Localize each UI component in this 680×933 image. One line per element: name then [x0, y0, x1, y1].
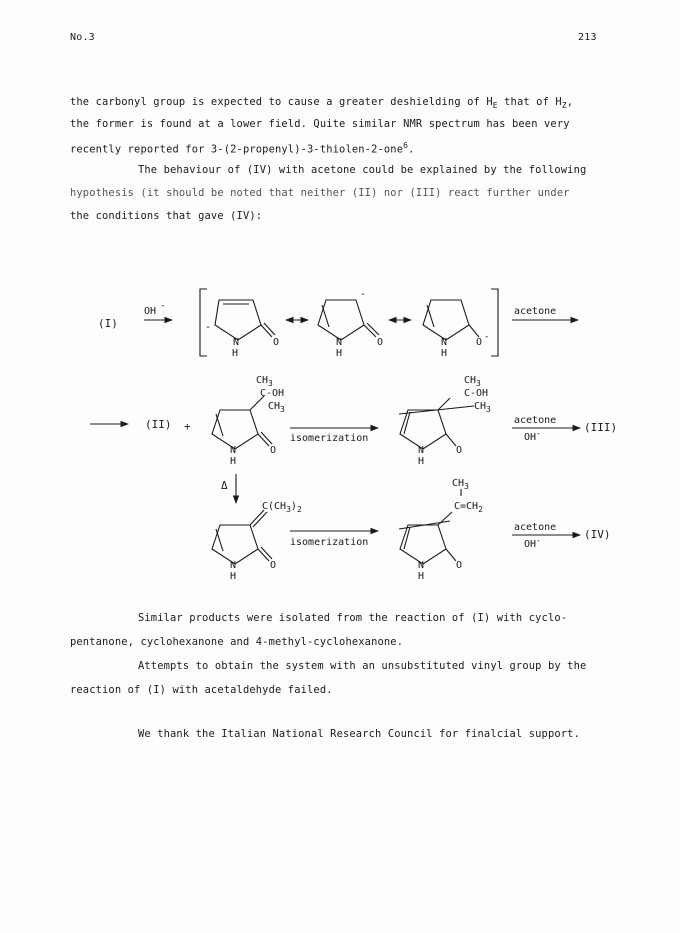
para1-line1-text-b: that of H [497, 96, 562, 108]
iii-ch3-top: $CH_3$ [464, 375, 481, 388]
para2-line2: hypothesis (it should be noted that neither (II) nor (III) react further under [70, 187, 570, 199]
iii-hydrogen: H [418, 456, 425, 467]
compound-iv-label: (IV) [584, 528, 611, 541]
row3-hydrogen-1: H [230, 571, 237, 580]
compound-iii-label: (III) [584, 421, 618, 434]
propenyl-structure [399, 489, 461, 564]
anion-resonance-3 [423, 300, 479, 340]
oxygen-2: O [377, 337, 384, 348]
oxide-charge: - [484, 332, 490, 342]
nitrogen-3: N [441, 337, 448, 348]
row3-oxygen-2: O [456, 560, 463, 571]
para3-line2: pentanone, cyclohexanone and 4-methyl-cyclohexanone. [70, 636, 404, 648]
isomerization-label-2: isomerization [290, 537, 369, 548]
ii-nitrogen: N [230, 445, 237, 456]
para1-line1-text-a: the carbonyl group is expected to cause a greater deshielding of H [70, 96, 493, 108]
hydroxide-reagent-3: OH- [524, 536, 541, 550]
para4-line1: Attempts to obtain the system with an unsubstituted vinyl group by the [138, 660, 587, 672]
ii-ch3-top: $CH_3$ [256, 375, 273, 388]
iii-oxygen: O [456, 445, 463, 456]
para1-line3 [70, 141, 414, 155]
iii-ch3-bottom: $CH_3$ [474, 401, 491, 414]
para1-line1 [70, 96, 573, 110]
iii-c-oh: C-OH [464, 388, 489, 399]
bracket-right [491, 289, 498, 356]
hydroxide-reagent-2: OH- [524, 429, 541, 443]
heat-symbol: Δ [221, 479, 228, 492]
subscript-z: Z [561, 101, 567, 111]
hydrogen-3: H [441, 348, 448, 359]
para3-line1: Similar products were isolated from the reaction of (I) with cyclo- [138, 612, 568, 624]
propenyl-ch3: $CH_3$ [452, 478, 469, 491]
nitrogen-2: N [336, 337, 343, 348]
oxygen-1: O [273, 337, 280, 348]
compound-iii-precursor-structure [399, 398, 474, 449]
iii-nitrogen: N [418, 445, 425, 456]
dimethylmethylene-structure [212, 510, 272, 564]
reference-superscript: 6 [403, 141, 409, 150]
anion-charge-2: - [360, 289, 367, 300]
anion-resonance-2 [318, 300, 379, 340]
hydroxide-charge: - [160, 301, 166, 311]
anion-charge-1: - [205, 322, 212, 333]
hydrogen-2: H [336, 348, 343, 359]
row3-nitrogen-2: N [418, 560, 425, 571]
para4-line2: reaction of (I) with acetaldehyde failed. [70, 684, 333, 696]
acknowledgement: We thank the Italian National Research Council for finalcial support. [138, 728, 580, 740]
para1-line1-text-c: , [566, 96, 574, 108]
nitrogen-1: N [233, 337, 240, 348]
compound-ii-structure [212, 396, 272, 449]
row3-hydrogen-2: H [418, 571, 425, 580]
anion-resonance-1 [215, 300, 275, 340]
para2-line1: The behaviour of (IV) with acetone could be explained by the following [138, 164, 587, 176]
ii-ch3-bottom: $CH_3$ [268, 401, 285, 414]
oxygen-3: O [476, 337, 483, 348]
page-number: 213 [578, 32, 597, 43]
hydroxide-reagent: OH [144, 306, 157, 317]
isomerization-label-1: isomerization [290, 433, 369, 444]
para1-line3-text-b: . [408, 143, 415, 156]
ii-oxygen: O [270, 445, 277, 456]
acetone-reagent-3: acetone [514, 522, 557, 533]
acetone-reagent-2: acetone [514, 415, 557, 426]
ii-hydrogen: H [230, 456, 237, 467]
para1-line3-text-a: recently reported for 3-(2-propenyl)-3-thiolen-2-one [70, 143, 404, 156]
row3-nitrogen-1: N [230, 560, 237, 571]
journal-issue: No.3 [70, 32, 95, 43]
propenyl-c-ch2: $C=CH_2$ [454, 501, 483, 514]
acetone-reagent-1: acetone [514, 306, 557, 317]
compound-i-label: (I) [98, 317, 118, 330]
compound-ii-label: (II) [145, 418, 172, 431]
row3-oxygen-1: O [270, 560, 277, 571]
reaction-scheme [0, 270, 680, 580]
subscript-e: E [492, 101, 498, 111]
hydrogen-1: H [232, 348, 239, 359]
cme2-group: $C(CH_3)_2$ [262, 501, 302, 514]
para2-line3: the conditions that gave (IV): [70, 210, 263, 222]
plus-sign: + [184, 420, 191, 433]
ii-c-oh: C-OH [260, 388, 285, 399]
para1-line2: the former is found at a lower field. Quite similar NMR spectrum has been very [70, 118, 570, 130]
